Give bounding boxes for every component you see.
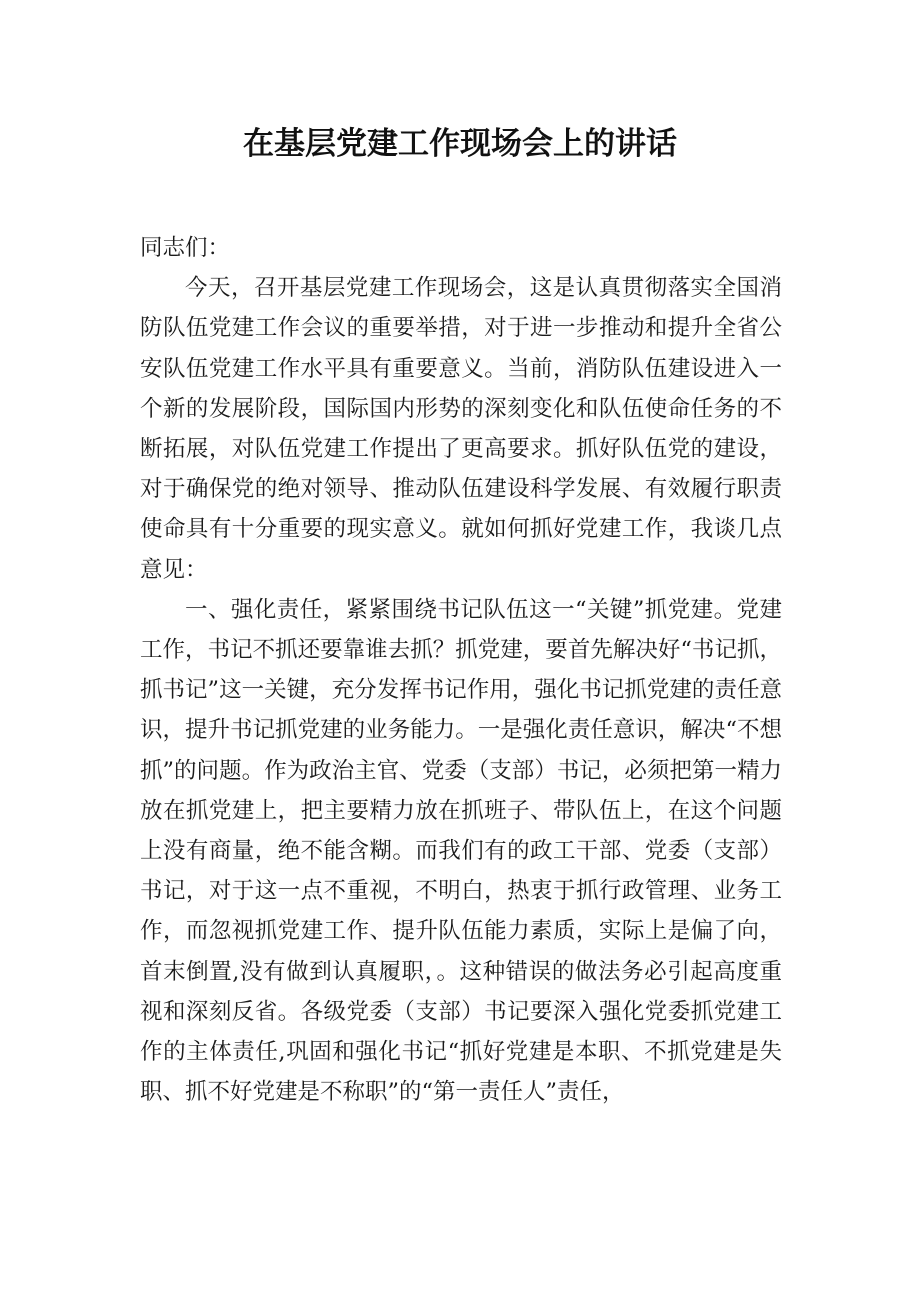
paragraph-section-one: 一、强化责任，紧紧围绕书记队伍这一“关键”抓党建。党建工作，书记不抓还要靠谁去抓？抓党建，要首先解决好“书记抓，抓书记”这一关键，充分发挥书记作用，强化书记抓党建的责任意识，提升书记抓党建的业务能力。一是强化责任意识，解决“不想抓”的问题。作为政治主官、党委（支部）书记，必须把第一精力放在抓党建上，把主要精力放在抓班子、带队伍上，在这个问题上没有商量，绝不能含糊。而我们有的政工干部、党委（支部）书记，对于这一点不重视，不明白，热衷于抓行政管理、业务工作，而忽视抓党建工作、提升队伍能力素质，实际上是偏了向，首末倒置,没有做到认真履职，。这种错误的做法务必引起高度重视和深刻反省。各级党委（支部）书记要深入强化党委抓党建工作的主体责任,巩固和强化书记“抓好党建是本职、不抓党建是失职、抓不好党建是不称职”的“第一责任人”责任， — [140, 596, 782, 1106]
document-title: 在基层党建工作现场会上的讲话 — [243, 126, 677, 162]
paragraph-intro: 今天，召开基层党建工作现场会，这是认真贯彻落实全国消防队伍党建工作会议的重要举措，对于进一步推动和提升全省公安队伍党建工作水平具有重要意义。当前，消防队伍建设进入一个新的发展阶段，国际国内形势的深刻变化和队伍使命任务的不断拓展，对队伍党建工作提出了更高要求。抓好队伍党的建设，对于确保党的绝对领导、推动队伍建设科学发展、有效履行职责使命具有十分重要的现实意义。就如何抓好党建工作，我谈几点意见： — [140, 275, 782, 583]
salutation: 同志们： — [140, 235, 231, 261]
document-body — [140, 228, 782, 1112]
